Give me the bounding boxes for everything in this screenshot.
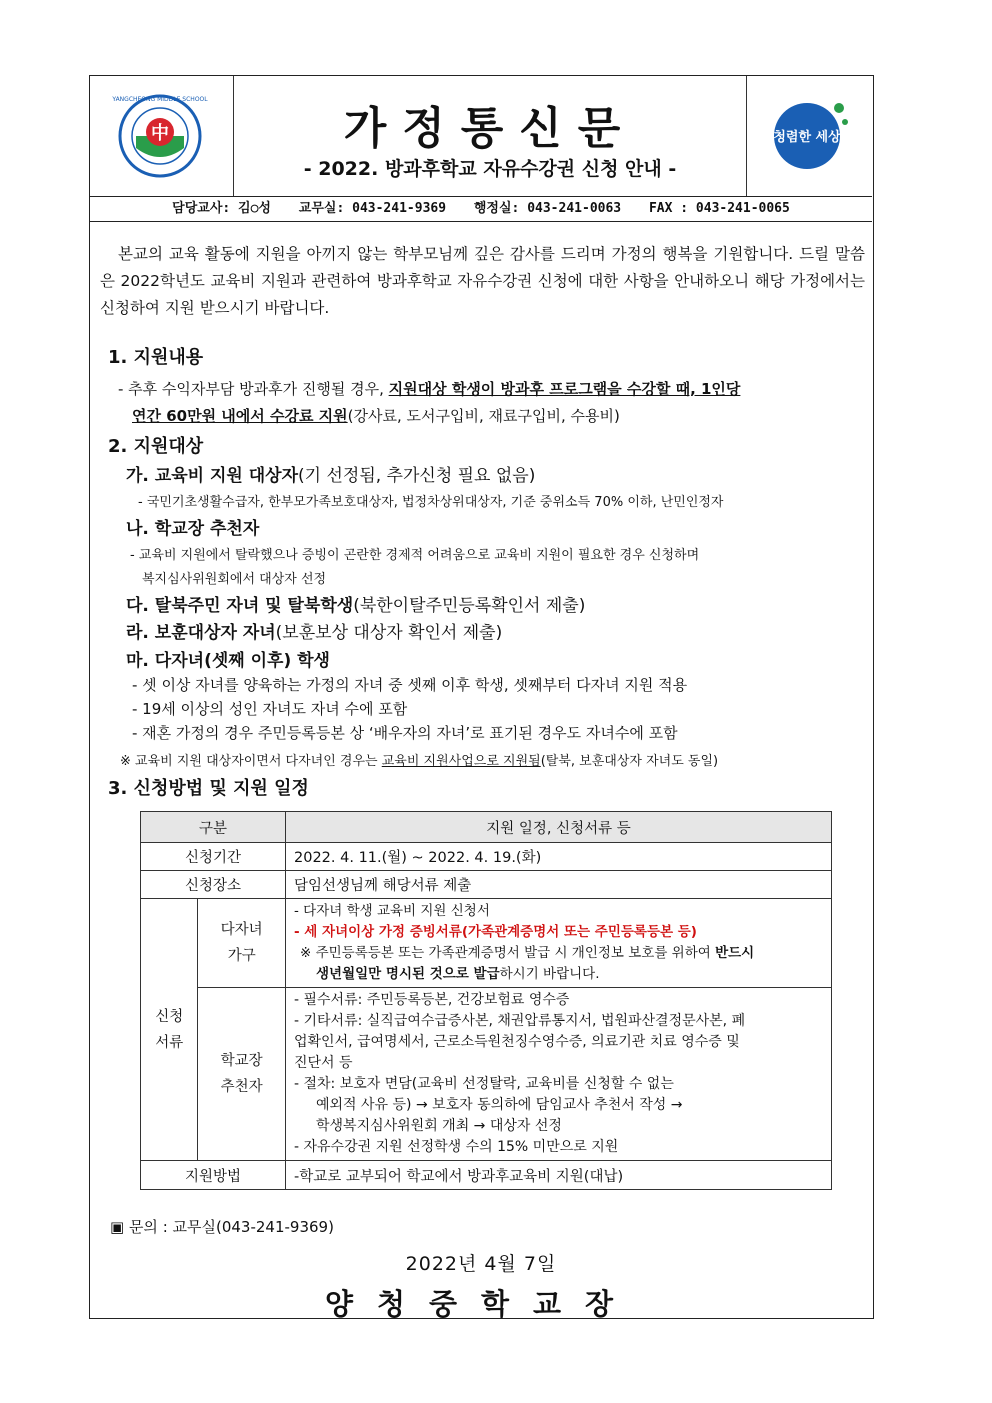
section-2-title: 2. 지원대상: [108, 436, 204, 457]
s2-ma: 마. 다자녀(셋째 이후) 학생: [126, 651, 330, 671]
s2-ma-line-2: - 19세 이상의 성인 자녀도 자녀 수에 포함: [132, 700, 408, 718]
rec-label-2: 추천자: [220, 1079, 263, 1095]
multi-l4-post: 하시기 바랍니다.: [499, 966, 600, 982]
rec-label: [198, 988, 286, 1161]
s1-line-2: [132, 405, 620, 426]
s2-ra-normal: (보훈보상 대상자 확인서 제출): [275, 623, 503, 643]
multi-l3-pre: ※ 주민등록등본 또는 가족관계증명서 발급 시 개인정보 보호를 위하여: [300, 945, 716, 961]
multi-docs: [286, 899, 832, 988]
logo-center-char: 中: [151, 123, 169, 144]
s2-ga-normal: (기 선정됨, 추가신청 필요 없음): [298, 466, 536, 486]
table-row: [141, 1161, 832, 1190]
s2-note: [120, 750, 718, 769]
s2-ma-line-3: - 재혼 가정의 경우 주민등록등본 상 ‘배우자의 자녀’로 표기된 경우도 자녀수에 포함: [132, 724, 678, 742]
rec-line-6: 예외적 사유 등) → 보호자 동의하에 담임교사 추천서 작성 →: [316, 1097, 683, 1113]
s2-note-post: (탈북, 보훈대상자 자녀도 동일): [540, 754, 719, 769]
s2-na-line-1: - 교육비 지원에서 탈락했으나 증빙이 곤란한 경제적 어려움으로 교육비 지원이 필요한 경우 신청하며: [130, 548, 700, 563]
multi-label-2: 가구: [227, 948, 256, 964]
rec-label-1: 학교장: [220, 1053, 263, 1069]
s2-da-bold: 다. 탈북주민 자녀 및 탈북학생: [126, 596, 354, 616]
school-logo: [90, 76, 234, 196]
s1-l2-post: (강사료, 도서구입비, 재료구입비, 수용비): [347, 407, 620, 425]
multi-line-4: [294, 964, 823, 985]
contact-bar: [90, 197, 872, 222]
period-label: 신청기간: [141, 843, 286, 871]
multi-l3-bold: 반드시: [715, 945, 755, 961]
s2-ga-bold: 가. 교육비 지원 대상자: [126, 466, 299, 486]
inquiry-line: ▣ 문의 : 교무실(043-241-9369): [110, 1218, 334, 1236]
docs-label-1: 신청: [155, 1008, 184, 1025]
s2-ga-line: - 국민기초생활수급자, 한부모가족보호대상자, 법정차상위대상자, 기준 중위소득 70% 이하, 난민인정자: [138, 495, 724, 510]
rec-docs: [286, 988, 832, 1161]
s2-note-pre: ※ 교육비 지원 대상자이면서 다자녀인 경우는: [120, 754, 382, 769]
multi-label: [198, 899, 286, 988]
table-row: [141, 899, 832, 988]
page-title: 가정통신문: [343, 103, 637, 154]
multi-line-3: [294, 943, 823, 964]
rec-line-3: 업확인서, 급여명세서, 근로소득원천징수영수증, 의료기관 치료 영수증 및: [294, 1034, 740, 1050]
header: [90, 76, 872, 197]
intro-paragraph: [100, 241, 865, 322]
rec-line-2: - 기타서류: 실직급여수급증사본, 채권압류통지서, 법원파산결정문사본, 폐: [294, 1013, 746, 1029]
schedule-table: [140, 811, 832, 1190]
table-row: [141, 871, 832, 899]
rec-line-5: - 절차: 보호자 면담(교육비 선정탈락, 교육비를 신청할 수 없는: [294, 1076, 674, 1092]
place-value: 담임선생님께 해당서류 제출: [286, 871, 832, 899]
s2-ma-line-1: - 셋 이상 자녀를 양육하는 가정의 자녀 중 셋째 이후 학생, 셋째부터 다자녀 지원 적용: [132, 676, 688, 694]
rec-line-7: 학생복지심사위원회 개최 → 대상자 선정: [316, 1118, 562, 1134]
table-row: [141, 988, 832, 1161]
s1-line-1: [118, 378, 740, 399]
intro-text: 본교의 교육 활동에 지원을 아끼지 않는 학부모님께 깊은 감사를 드리며 가정의 행복을 기원합니다. 드릴 말씀은 2022학년도 교육비 지원과 관련하여 방과후학교 자유수강권 신청에 대한 사항을 안내하오니 해당 가정에서는 신청하여 지원 받으시기 바랍니다.: [100, 245, 865, 317]
logo-ring-text: YANGCHEONG MIDDLE SCHOOL: [112, 96, 208, 103]
page-subtitle: - 2022. 방과후학교 자유수강권 신청 안내 -: [303, 158, 677, 180]
rec-line-4: 진단서 등: [294, 1055, 353, 1071]
method-label: 지원방법: [141, 1161, 286, 1190]
multi-line-2: - 세 자녀이상 가정 증빙서류(가족관계증명서 또는 주민등록등본 등): [294, 924, 697, 940]
integrity-logo-text: 청렴한 세상: [773, 130, 841, 145]
s2-ra: [126, 618, 502, 643]
s2-na: 나. 학교장 추천자: [126, 519, 260, 539]
rec-line-1: - 필수서류: 주민등록등본, 건강보험료 영수증: [294, 992, 570, 1008]
rec-line-8: - 자유수강권 지원 선정학생 수의 15% 미만으로 지원: [294, 1139, 619, 1155]
multi-label-1: 다자녀: [220, 922, 263, 938]
table-row: [141, 843, 832, 871]
s2-na-line-2: 복지심사위원회에서 대상자 선정: [142, 572, 327, 587]
issue-date: 2022년 4월 7일: [405, 1253, 557, 1275]
contact-admin: 행정실: 043-241-0063: [473, 201, 622, 216]
method-value: -학교로 교부되어 학교에서 방과후교육비 지원(대납): [286, 1161, 832, 1190]
table-header-row: [141, 812, 832, 843]
table-header-detail: 지원 일정, 신청서류 등: [286, 812, 832, 843]
multi-l4-bold: 생년월일만 명시된 것으로 발급: [316, 966, 500, 982]
integrity-logo: [746, 76, 872, 196]
place-label: 신청장소: [141, 871, 286, 899]
table-header-category: 구분: [141, 812, 286, 843]
school-signature: 양청중학교장: [324, 1287, 638, 1321]
contact-teacher: 담당교사: 김○성: [172, 201, 271, 216]
contact-fax: FAX : 043-241-0065: [648, 201, 790, 216]
docs-label-2: 서류: [155, 1034, 184, 1051]
section-3-title: 3. 신청방법 및 지원 일정: [108, 778, 309, 799]
s2-ra-bold: 라. 보훈대상자 자녀: [126, 623, 276, 643]
s2-ga: [126, 461, 535, 486]
section-1-title: 1. 지원내용: [108, 347, 204, 368]
s2-da-normal: (북한이탈주민등록확인서 제출): [353, 596, 586, 616]
docs-label: [141, 899, 198, 1161]
s2-da: [126, 591, 585, 616]
s2-note-underline: 교육비 지원사업으로 지원됨: [381, 754, 541, 769]
s1-l1-pre: - 추후 수익자부담 방과후가 진행될 경우,: [118, 380, 389, 398]
s1-l2-underline: 연간 60만원 내에서 수강료 지원: [132, 407, 348, 425]
multi-line-1: - 다자녀 학생 교육비 지원 신청서: [294, 903, 490, 919]
s1-l1-underline: 지원대상 학생이 방과후 프로그램을 수강할 때, 1인당: [388, 380, 741, 398]
contact-office: 교무실: 043-241-9369: [298, 201, 447, 216]
document-frame: [89, 75, 874, 1319]
period-value: 2022. 4. 11.(월) ~ 2022. 4. 19.(화): [286, 843, 832, 871]
